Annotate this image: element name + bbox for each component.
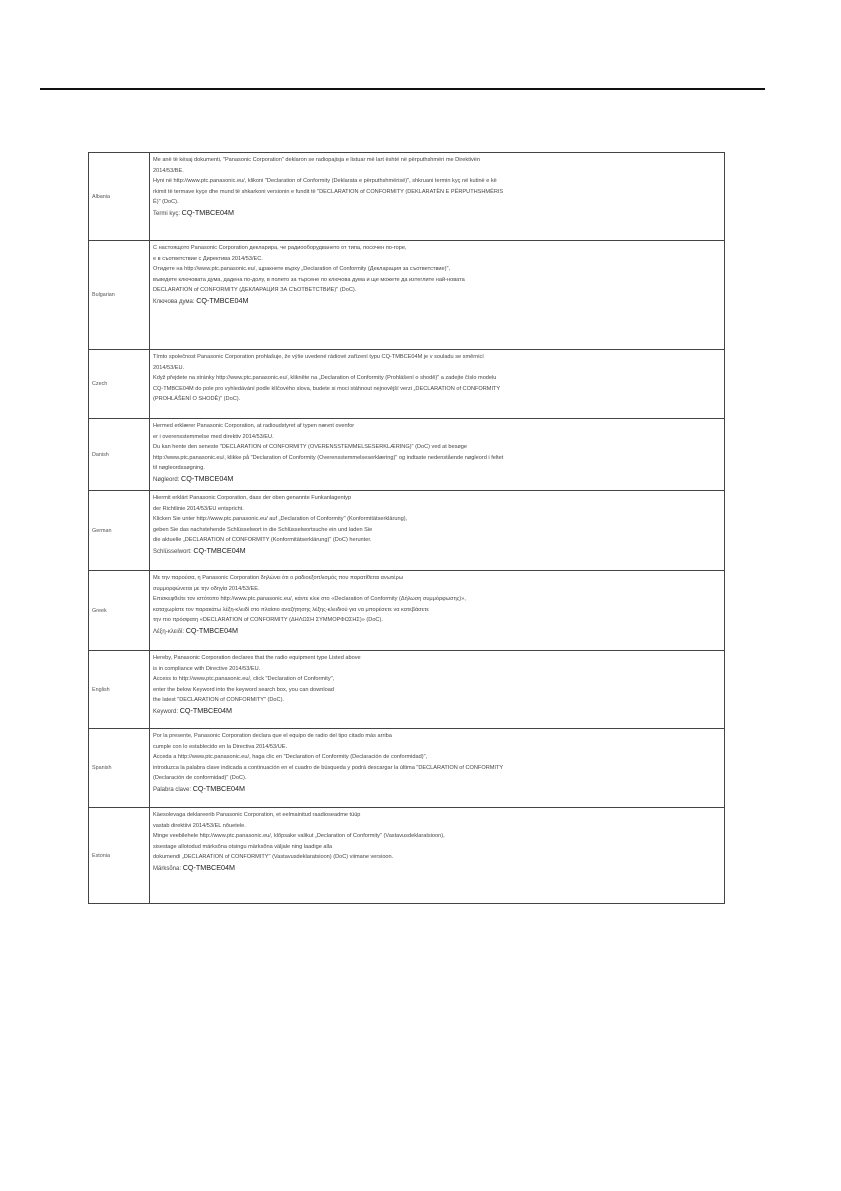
declaration-line: (PROHLÁŠENÍ O SHODĚ)" (DoC). [153,396,241,403]
declaration-line: (Declaración de conformidad)" (DoC). [153,775,247,782]
declaration-line: въведете ключовата дума, дадена по-долу, в полето за търсене по ключова дума и ще можете да изтеглите най-новата [153,276,465,283]
declaration-line: cumple con lo establecido en la Directiva 2014/53/UE. [153,743,288,750]
declaration-text [150,419,725,491]
keyword-line [153,208,721,220]
declaration-line: die aktuelle „DECLARATION of CONFORMITY (Konformitätserklärung)" (DoC) herunter. [153,537,372,544]
keyword-line [153,706,721,718]
declaration-line: Me anë të kësaj dokumenti, "Panasonic Corporation" deklaron se radiopajisja e listuar më lart është në përputhshmëri me Direktivën [153,157,481,163]
declaration-text [150,808,725,904]
declaration-line: συμμορφώνεται με την οδηγία 2014/53/ΕΕ. [153,585,260,592]
declaration-line: Επισκεφθείτε τον ιστότοπο http://www.ptc.panasonic.eu/, κάντε κλικ στο «Declaration of Conformity (Δήλωση συμμόρφωσης)», [153,596,466,603]
declaration-line: Por la presente, Panasonic Corporation declara que el equipo de radio del tipo citado más arriba [153,733,392,739]
declaration-line: Tímto společnost Panasonic Corporation prohlašuje, že výše uvedené rádiové zařízení typu CQ-TMBCE04M je v souladu se směrnicí [153,354,484,360]
keyword-label: Keyword: [153,708,179,715]
keyword-value: CQ-TMBCE04M [192,783,246,793]
declaration-line: Hiermit erklärt Panasonic Corporation, dass der oben genannte Funkanlagentyp [153,495,352,501]
declaration-line: Minge veebilehele http://www.ptc.panasonic.eu/, klõpsake valikut „Declaration of Conformity" (Vastavusdeklaratsioon), [153,833,445,840]
keyword-label: Märksõna: [153,865,182,872]
declaration-text [150,153,725,241]
declaration-row-english [89,651,725,729]
keyword-label: Schlüsselwort: [153,548,192,555]
keyword-label: Nøgleord: [153,476,180,483]
keyword-line [153,546,721,558]
declaration-row-estonia [89,808,725,904]
declaration-line: sisestage allotodud märksõna otsingu märksõna väljale ning laadige alla [153,843,333,850]
declaration-line: til nøgleordssøgning. [153,465,205,472]
keyword-label: Palabra clave: [153,786,192,793]
declaration-line: την πιο πρόσφατη «DECLARATION of CONFORMITY (ΔΗΛΩΣΗ ΣΥΜΜΟΡΦΩΣΗΣ)» (DoC). [153,617,383,624]
keyword-value: CQ-TMBCE04M [179,705,233,715]
declaration-line: er i overensstemmelse med direktiv 2014/53/EU. [153,433,274,440]
declaration-row-spanish [89,729,725,808]
header-rule [40,88,765,90]
declaration-row-albania [89,153,725,241]
language-label: Greek [89,571,150,651]
declaration-line: Du kan hente den seneste "DECLARATION of CONFORMITY (OVERENSSTEMMELSESERKLÆRING)" (DoC) ved at besøge [153,444,468,451]
keyword-label: Λέξη-κλειδί: [153,628,185,635]
keyword-label: Ключова дума: [153,298,195,305]
declaration-text [150,491,725,571]
language-label: English [89,651,150,729]
keyword-line [153,474,721,486]
declaration-row-bulgarian [89,241,725,350]
declaration-row-danish [89,419,725,491]
keyword-value: CQ-TMBCE04M [193,545,246,555]
declaration-line: introduzca la palabra clave indicada a continuación en el cuadro de búsqueda y podrá descargar la última "DECLARATION of CONFORMITY [153,764,504,771]
language-label: Estonia [89,808,150,904]
keyword-value: CQ-TMBCE04M [182,862,236,872]
declaration-line: 2014/53/EU. [153,364,185,371]
keyword-line [153,784,721,796]
declaration-text [150,651,725,729]
declaration-line: dokumendi „DECLARATION of CONFORMITY" (Vastavusdeklaratsioon) (DoC) viimane versioon. [153,854,394,861]
keyword-line [153,863,721,875]
declaration-text [150,729,725,808]
keyword-value: CQ-TMBCE04M [196,295,249,305]
language-label: German [89,491,150,571]
declaration-line: rkimit të termave kyçe dhe mund të shkarkoni versionin e fundit të "DECLARATION of CONFORMITY (DEKLARATËN E PËRPUTHSHMËRIS [153,188,504,195]
declaration-text [150,350,725,419]
language-label: Danish [89,419,150,491]
declaration-line: the latest "DECLARATION of CONFORMITY" (DoC). [153,697,284,704]
declaration-line: DECLARATION of CONFORMITY (ДЕКЛАРАЦИЯ ЗА СЪОТВЕТСТВИЕ)" (DoC). [153,287,357,294]
declaration-line: Hyni në http://www.ptc.panasonic.eu/, klikoni "Declaration of Conformity (Deklarata e përputhshmërisë)", shkruani termin kyç në kutinë e kë [153,178,497,185]
language-label: Albania [89,153,150,241]
declaration-line: Když přejdete na stránky http://www.ptc.panasonic.eu/, klikněte na „Declaration of Conformity (Prohlášení o shodě)" a zadejte číslo modelu [153,375,497,382]
declaration-line: http://www.ptc.panasonic.eu/, klikke på "Declaration of Conformity (Overensstemmelseserklæring)" og indtaste nedenstående nøgleord i feltet [153,454,504,461]
keyword-value: CQ-TMBCE04M [181,207,234,217]
declaration-row-czech [89,350,725,419]
declaration-line: Με την παρούσα, η Panasonic Corporation δηλώνει ότι ο ραδιοεξοπλισμός που παρατίθεται ανωτέρω [153,575,404,581]
keyword-value: CQ-TMBCE04M [185,625,239,635]
declaration-line: 2014/53/BE. [153,167,184,174]
keyword-value: CQ-TMBCE04M [181,473,234,483]
declaration-line: CQ-TMBCE04M do pole pro vyhledávání podle klíčového slova, budete si moci stáhnout nejnovější verzi „DECLARATION of CONFORMITY [153,385,501,392]
declaration-line: Hereby, Panasonic Corporation declares that the radio equipment type Listed above [153,655,361,661]
declaration-table [88,152,725,904]
declaration-line: Klicken Sie unter http://www.ptc.panasonic.eu/ auf „Declaration of Conformity" (Konformitätserklärung), [153,516,408,523]
declaration-line: Access to http://www.ptc.panasonic.eu/, click "Declaration of Conformity", [153,676,335,683]
declaration-row-german [89,491,725,571]
declaration-line: is in compliance with Directive 2014/53/EU. [153,665,261,672]
language-label: Czech [89,350,150,419]
language-label: Bulgarian [89,241,150,350]
language-label: Spanish [89,729,150,808]
declaration-line: С настоящото Panasonic Corporation декларира, че радиооборудването от типа, посочен по-горе, [153,245,407,251]
declaration-line: vastab direktiivi 2014/53/EL nõuetele. [153,822,246,829]
declaration-text [150,571,725,651]
declaration-text [150,241,725,350]
declaration-line: Acceda a http://www.ptc.panasonic.eu/, haga clic en "Declaration of Conformity (Declaración de conformidad)", [153,754,428,761]
keyword-label: Termi kyç: [153,210,180,217]
keyword-line [153,296,721,308]
declaration-row-greek [89,571,725,651]
declaration-line: Käesolevaga deklareerib Panasonic Corporation, et eelmainitud raadioseadme tüüp [153,812,361,818]
declaration-line: Ë)" (DoC). [153,199,179,206]
declaration-line: е в съответствие с Директива 2014/53/ЕС. [153,255,263,262]
declaration-line: Отидете на http://www.ptc.panasonic.eu/, щракнете върху „Declaration of Conformity (Декларация за съответствие)", [153,266,451,273]
declaration-line: Hermed erklærer Panasonic Corporation, at radioudstyret af typen nævnt ovenfor [153,423,355,429]
declaration-line: der Richtlinie 2014/53/EU entspricht. [153,505,244,512]
declaration-line: geben Sie das nachstehende Schlüsselwort in die Schlüsselwortsuche ein und laden Sie [153,526,373,533]
declaration-line: καταχωρίστε τον παρακάτω λέξη-κλειδί στο πλαίσιο αναζήτησης λέξης-κλειδιού για να μπορέσετε να κατεβάσετε [153,606,429,613]
declaration-line: enter the below Keyword into the keyword search box, you can download [153,686,334,693]
keyword-line [153,626,721,638]
